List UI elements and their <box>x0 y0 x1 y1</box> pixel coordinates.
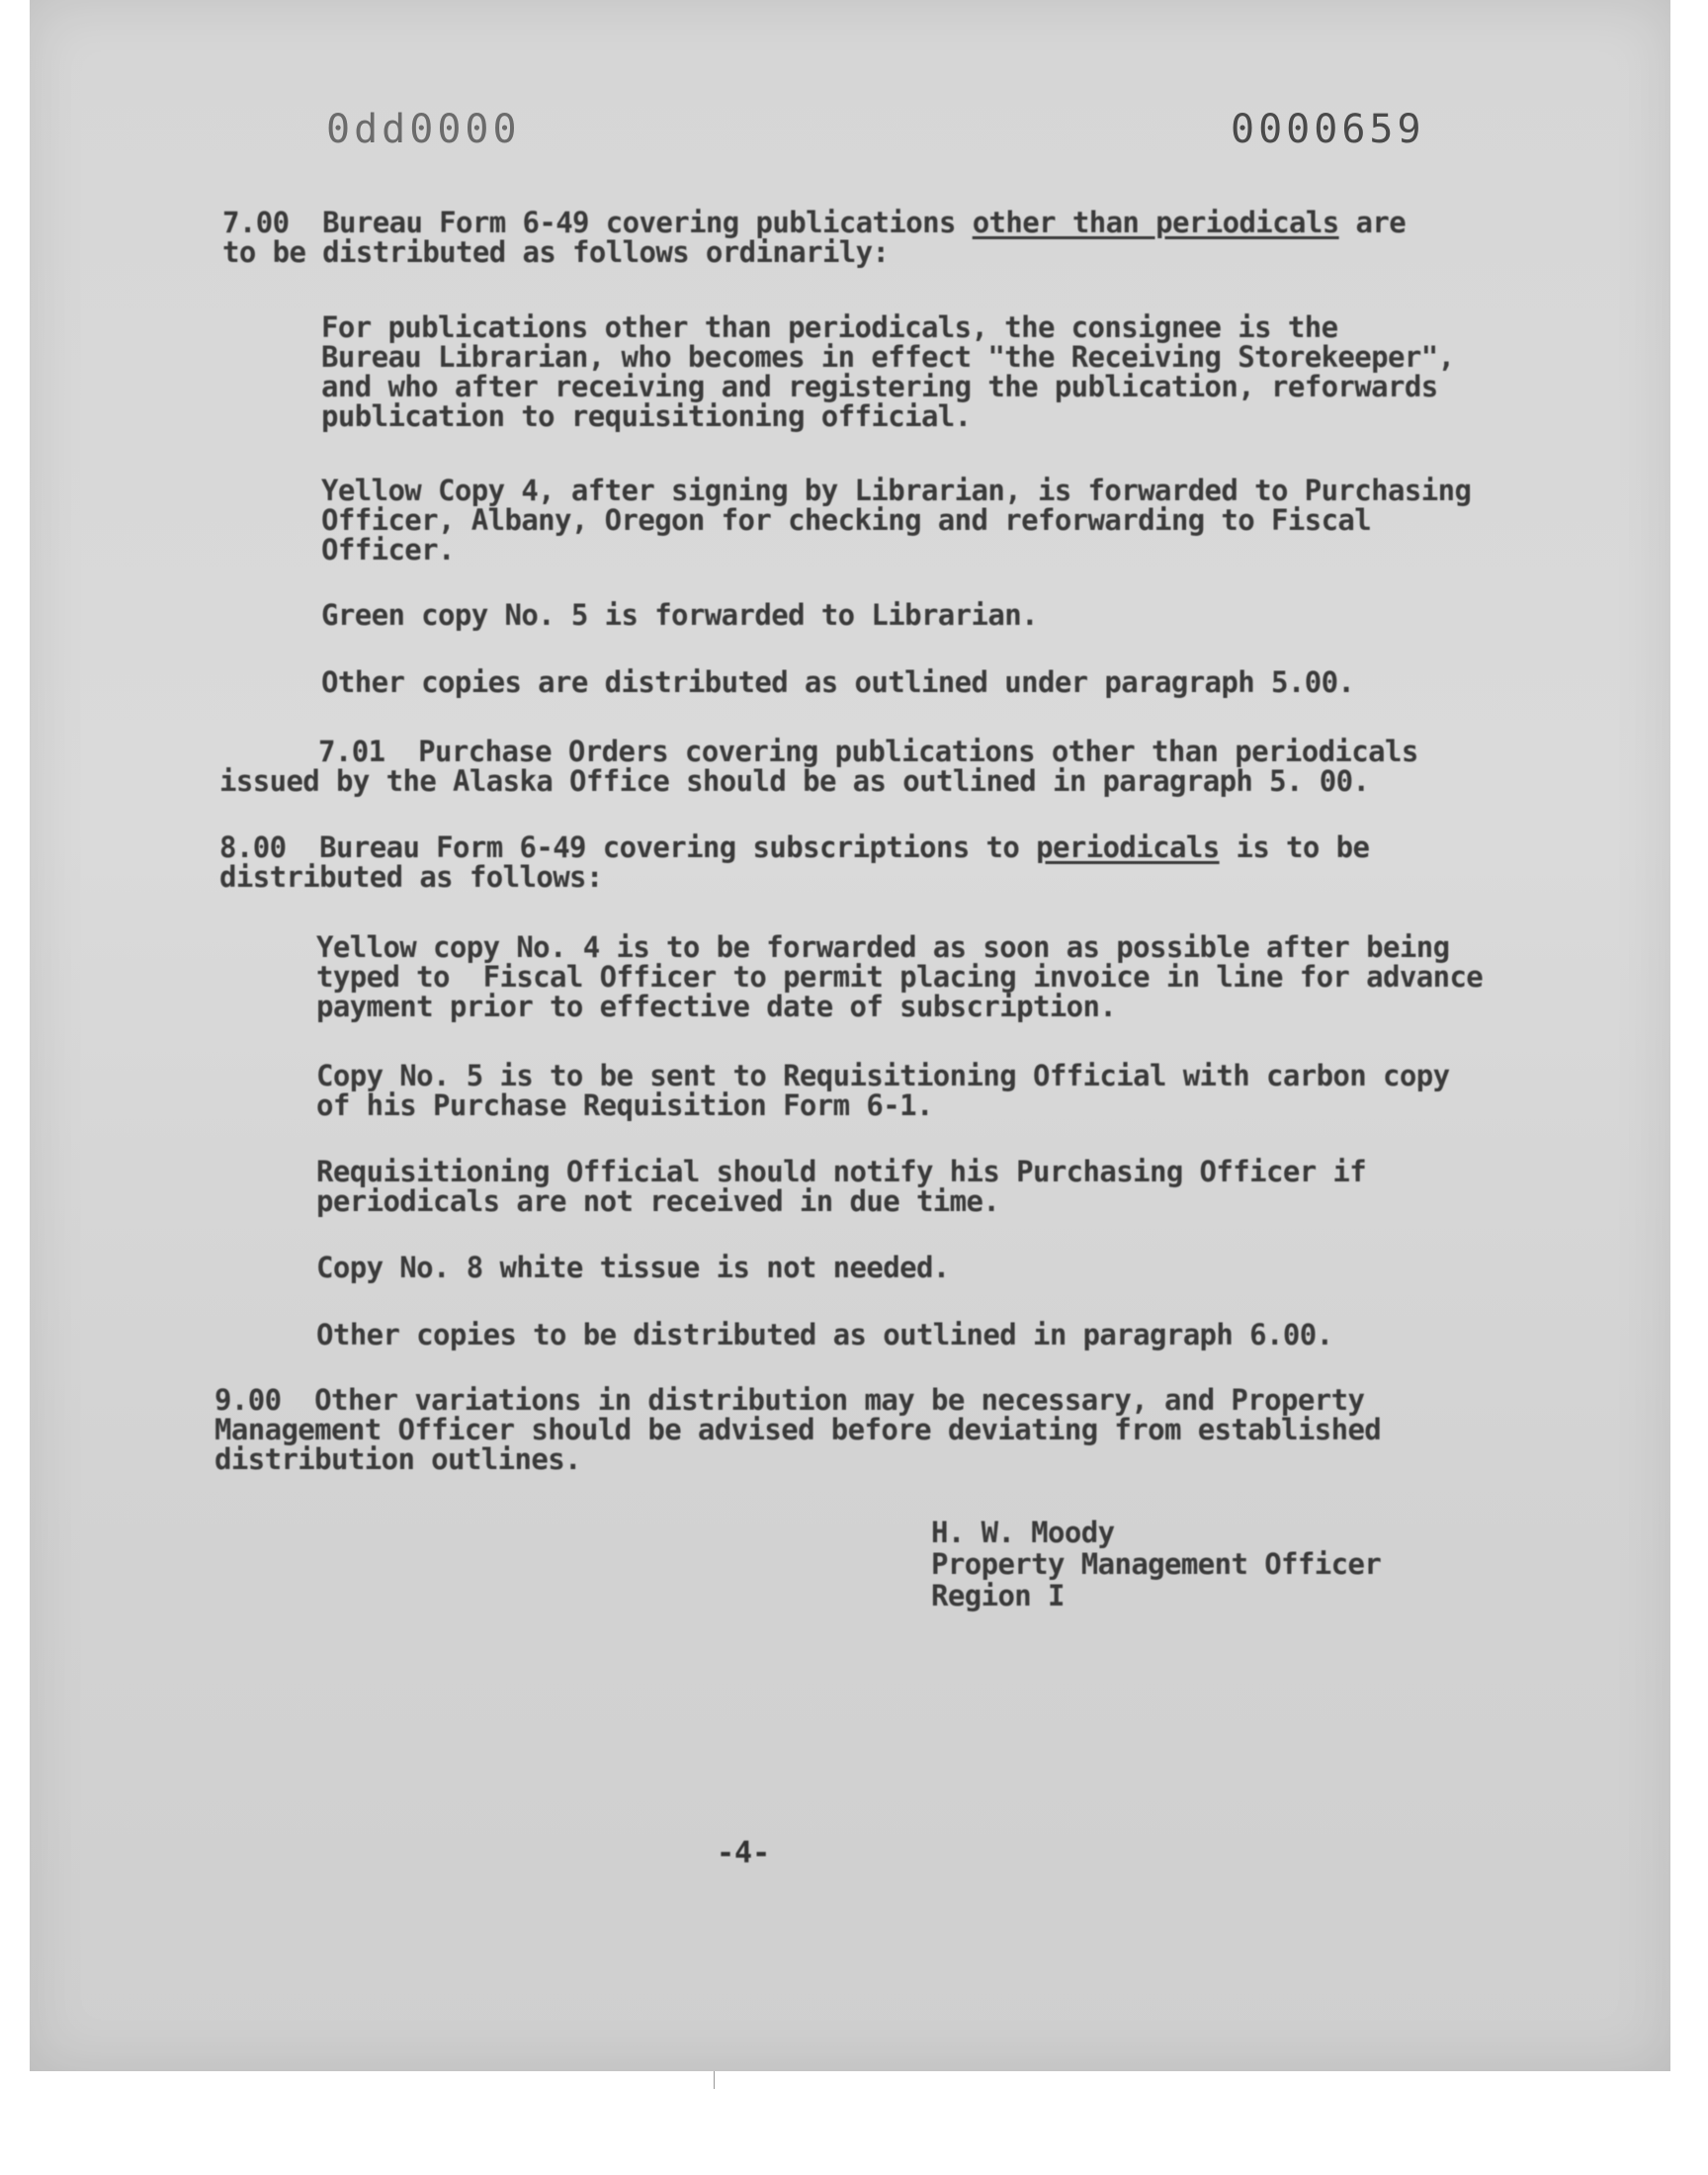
paragraph-7-01: 7.01 Purchase Orders covering publications other than periodicals issued by the Alaska Office should be as outlined in paragraph 5. 00. <box>219 735 1418 798</box>
paragraph-8-00-d: Copy No. 8 white tissue is not needed. <box>316 1251 950 1284</box>
paragraph-8-00-e: Other copies to be distributed as outlined in paragraph 6.00. <box>316 1318 1333 1351</box>
page-number: -4- <box>717 1836 771 1870</box>
paragraph-8-00-b: Copy No. 5 is to be sent to Requisitioning Official with carbon copy of his Purchase Requisition Form 6-1. <box>316 1059 1450 1122</box>
paragraph-7-00-a: For publications other than periodicals, the consignee is the Bureau Librarian, who becomes in effect "the Receiving Storekeeper", and who after receiving and registering the publication, reforwards publication to requisitioning official. <box>321 310 1455 433</box>
paragraph-7-00-c: Green copy No. 5 is forwarded to Librarian. <box>321 598 1038 632</box>
document-page <box>30 0 1670 2071</box>
signature-name: H. W. Moody <box>931 1516 1115 1549</box>
paragraph-7-00-d: Other copies are distributed as outlined under paragraph 5.00. <box>321 665 1355 699</box>
paragraph-9-00: 9.00 Other variations in distribution may be necessary, and Property Management Officer should be advised before deviating from established distribution outlines. <box>214 1383 1382 1476</box>
signature-title: Property Management Officer <box>931 1547 1382 1581</box>
paragraph-7-00: 7.00 Bureau Form 6-49 covering publications other than periodicals are to be distributed as follows ordinarily: <box>222 206 1407 269</box>
paragraph-8-00-a: Yellow copy No. 4 is to be forwarded as soon as possible after being typed to Fiscal Officer to permit placing invoice in line for advance payment prior to effective date of subscription. <box>316 930 1484 1023</box>
signature-region: Region I <box>931 1579 1065 1612</box>
paragraph-8-00-c: Requisitioning Official should notify his Purchasing Officer if periodicals are not received in due time. <box>316 1155 1367 1218</box>
stamp-number-right: 0000659 <box>1231 107 1425 152</box>
paragraph-7-00-b: Yellow Copy 4, after signing by Librarian, is forwarded to Purchasing Officer, Albany, Oregon for checking and reforwarding to Fiscal Officer. <box>321 474 1472 566</box>
stamp-number-left: 0dd0000 <box>326 107 521 152</box>
paragraph-8-00: 8.00 Bureau Form 6-49 covering subscriptions to periodicals is to be distributed as follows: <box>219 830 1370 894</box>
scan-edge-mark <box>714 2071 715 2089</box>
